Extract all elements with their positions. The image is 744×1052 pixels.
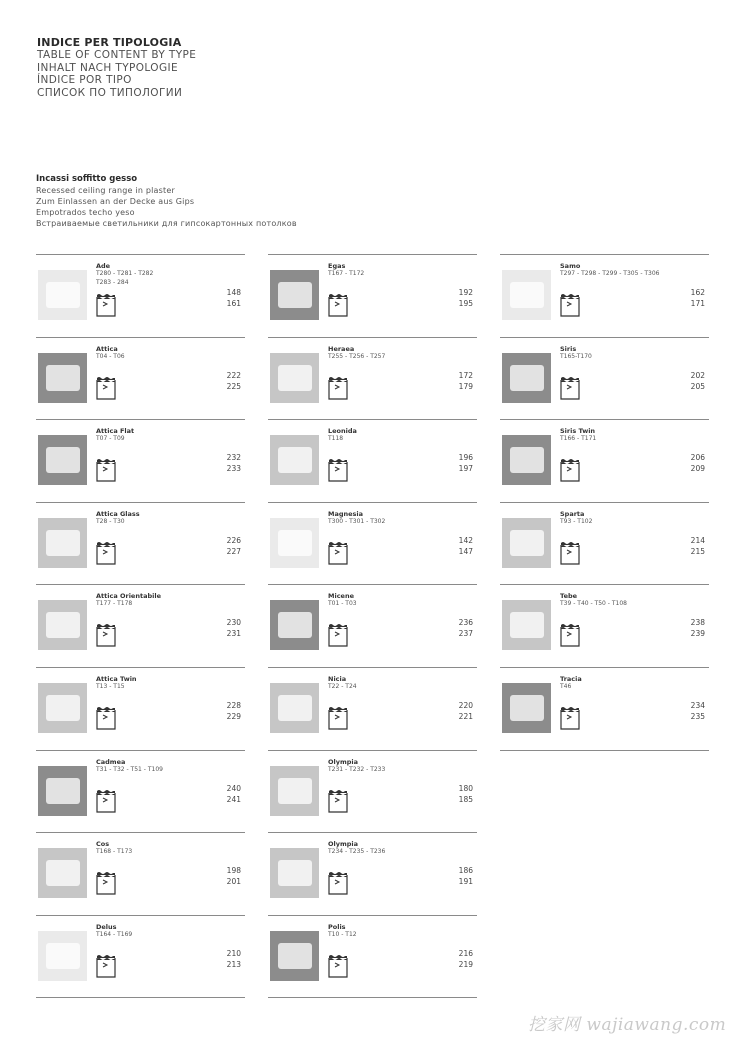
product-codes: T39 - T40 - T50 - T108 bbox=[560, 600, 627, 608]
page-numbers bbox=[459, 452, 473, 474]
index-entry bbox=[36, 502, 245, 585]
page-number: 179 bbox=[458, 381, 473, 391]
ceiling-install-icon bbox=[560, 706, 580, 730]
product-name: Tebe bbox=[560, 592, 578, 601]
page-number: 180 bbox=[458, 783, 473, 793]
page-number: 226 bbox=[226, 535, 241, 545]
index-entry bbox=[500, 337, 709, 420]
ceiling-install-icon bbox=[328, 376, 348, 400]
product-codes: T166 - T171 bbox=[560, 435, 597, 443]
product-codes: T93 - T102 bbox=[560, 517, 593, 525]
product-thumbnail bbox=[38, 518, 87, 568]
product-thumbnail bbox=[38, 766, 87, 816]
page-numbers bbox=[227, 865, 241, 887]
index-entry bbox=[36, 915, 245, 999]
ceiling-install-icon bbox=[328, 623, 348, 647]
page-number: 215 bbox=[690, 546, 705, 556]
title-translation: ÍNDICE POR TIPO bbox=[37, 74, 132, 86]
page-number: 201 bbox=[226, 877, 241, 887]
page-number: 206 bbox=[690, 453, 705, 463]
index-entry bbox=[500, 419, 709, 502]
ceiling-install-icon bbox=[96, 789, 116, 813]
product-name: Ade bbox=[96, 262, 111, 270]
page-number: 231 bbox=[226, 629, 241, 639]
page-number: 171 bbox=[690, 299, 705, 308]
page-number: 228 bbox=[226, 700, 241, 710]
index-entry bbox=[36, 254, 245, 337]
page-number: 239 bbox=[690, 629, 705, 639]
page-number: 238 bbox=[690, 618, 705, 628]
ceiling-install-icon bbox=[560, 376, 580, 400]
index-entry bbox=[36, 337, 245, 420]
page-number: 222 bbox=[226, 370, 241, 380]
product-codes: T164 - T169 bbox=[96, 930, 133, 938]
product-codes: T167 - T172 bbox=[328, 270, 365, 277]
product-name: Polis bbox=[328, 922, 346, 931]
title-translation: СПИСОК ПО ТИПОЛОГИИ bbox=[37, 86, 183, 99]
index-entry bbox=[268, 254, 477, 337]
product-name: Sparta bbox=[560, 509, 585, 518]
page-numbers bbox=[227, 700, 241, 722]
index-entry bbox=[36, 832, 245, 915]
index-entry bbox=[268, 502, 477, 585]
watermark: 挖家网 wajiawang.com bbox=[528, 1015, 727, 1035]
ceiling-install-icon bbox=[328, 789, 348, 813]
index-entry bbox=[36, 584, 245, 667]
ceiling-install-icon bbox=[560, 623, 580, 647]
ceiling-install-icon bbox=[96, 871, 116, 895]
page-numbers bbox=[691, 370, 705, 392]
product-thumbnail bbox=[270, 353, 319, 403]
index-entry bbox=[268, 915, 477, 999]
product-name: Cos bbox=[96, 840, 110, 849]
page-number: 185 bbox=[458, 794, 473, 804]
index-column-3 bbox=[500, 254, 709, 751]
product-thumbnail bbox=[270, 435, 319, 485]
product-codes: T22 - T24 bbox=[328, 682, 357, 690]
section-translation: Zum Einlassen an der Decke aus Gips bbox=[36, 197, 195, 206]
ceiling-install-icon bbox=[328, 293, 348, 317]
product-thumbnail bbox=[502, 600, 551, 650]
product-codes: T177 - T178 bbox=[96, 600, 133, 608]
index-entry bbox=[268, 584, 477, 667]
page-numbers bbox=[227, 452, 241, 474]
page-number: 232 bbox=[226, 453, 241, 463]
page-numbers bbox=[691, 617, 705, 639]
page-number: 241 bbox=[226, 794, 241, 804]
ceiling-install-icon bbox=[96, 458, 116, 482]
page-number: 225 bbox=[226, 381, 241, 391]
page-numbers bbox=[691, 535, 705, 557]
ceiling-install-icon bbox=[96, 293, 116, 317]
page-numbers bbox=[459, 865, 473, 887]
product-name: Magnesia bbox=[328, 509, 364, 518]
ceiling-install-icon bbox=[96, 706, 116, 730]
product-codes: T13 - T15 bbox=[96, 682, 125, 690]
page-numbers bbox=[691, 287, 705, 309]
page-number: 213 bbox=[226, 959, 241, 969]
product-thumbnail bbox=[270, 600, 319, 650]
product-name: Samo bbox=[560, 262, 581, 270]
product-codes: T01 - T03 bbox=[328, 600, 357, 608]
page-number: 234 bbox=[690, 700, 705, 710]
ceiling-install-icon bbox=[560, 541, 580, 565]
ceiling-install-icon bbox=[328, 706, 348, 730]
product-name: Attica Flat bbox=[96, 427, 135, 436]
product-thumbnail bbox=[502, 270, 551, 320]
page-number: 192 bbox=[458, 288, 473, 297]
product-thumbnail bbox=[270, 766, 319, 816]
ceiling-install-icon bbox=[560, 293, 580, 317]
product-thumbnail bbox=[270, 270, 319, 320]
product-codes: T231 - T232 - T233 bbox=[328, 765, 386, 773]
product-name: Olympia bbox=[328, 840, 359, 849]
page-number: 195 bbox=[458, 299, 473, 308]
page-number: 237 bbox=[458, 629, 473, 639]
product-codes: T10 - T12 bbox=[328, 930, 357, 938]
product-codes: T168 - T173 bbox=[96, 848, 133, 856]
page-numbers bbox=[227, 370, 241, 392]
product-codes: T04 - T06 bbox=[96, 352, 125, 360]
ceiling-install-icon bbox=[96, 623, 116, 647]
page-number: 172 bbox=[458, 370, 473, 380]
page-number: 196 bbox=[458, 453, 473, 463]
page-numbers bbox=[459, 287, 473, 309]
product-thumbnail bbox=[270, 518, 319, 568]
product-codes: T300 - T301 - T302 bbox=[328, 517, 386, 525]
index-entry bbox=[36, 750, 245, 833]
product-name: Attica Twin bbox=[96, 674, 137, 683]
product-name: Olympia bbox=[328, 757, 359, 766]
section-translation: Встраиваемые светильники для гипсокартонных потолков bbox=[36, 219, 297, 228]
product-name: Attica bbox=[96, 344, 118, 353]
page-numbers bbox=[459, 535, 473, 557]
product-name: Attica Glass bbox=[96, 509, 140, 518]
product-thumbnail bbox=[270, 683, 319, 733]
product-thumbnail bbox=[38, 683, 87, 733]
product-name: Delus bbox=[96, 922, 117, 931]
page-number: 220 bbox=[458, 700, 473, 710]
page-number: 214 bbox=[690, 535, 705, 545]
page-number: 227 bbox=[226, 546, 241, 556]
page-number: 198 bbox=[226, 866, 241, 876]
ceiling-install-icon bbox=[96, 541, 116, 565]
page-numbers bbox=[227, 535, 241, 557]
product-thumbnail bbox=[270, 931, 319, 981]
page-number: 147 bbox=[458, 546, 473, 556]
product-name: Attica Orientabile bbox=[96, 592, 161, 601]
page-number: 148 bbox=[226, 288, 241, 297]
page-number: 235 bbox=[690, 711, 705, 721]
page-number: 162 bbox=[690, 288, 705, 297]
section-header bbox=[36, 173, 297, 229]
index-entry bbox=[268, 832, 477, 915]
product-thumbnail bbox=[502, 683, 551, 733]
page-numbers bbox=[227, 287, 241, 309]
page-number: 210 bbox=[226, 948, 241, 958]
page-numbers bbox=[459, 617, 473, 639]
ceiling-install-icon bbox=[96, 954, 116, 978]
index-entry bbox=[268, 419, 477, 502]
page-title: INDICE PER TIPOLOGIA bbox=[37, 36, 182, 49]
product-name: Nicia bbox=[328, 674, 347, 683]
index-entry bbox=[268, 667, 477, 750]
index-entry bbox=[500, 502, 709, 585]
product-codes: T165-T170 bbox=[560, 352, 592, 360]
page-numbers bbox=[459, 948, 473, 970]
page-number: 216 bbox=[458, 948, 473, 958]
index-entry bbox=[36, 419, 245, 502]
product-thumbnail bbox=[502, 518, 551, 568]
product-thumbnail bbox=[502, 435, 551, 485]
page-numbers bbox=[227, 617, 241, 639]
section-translation: Recessed ceiling range in plaster bbox=[36, 186, 175, 195]
page-number: 186 bbox=[458, 866, 473, 876]
product-codes: T255 - T256 - T257 bbox=[328, 352, 386, 360]
product-name: Siris Twin bbox=[560, 427, 596, 436]
title-translation: INHALT NACH TYPOLOGIE bbox=[37, 61, 179, 74]
index-entry bbox=[500, 254, 709, 337]
product-thumbnail bbox=[38, 435, 87, 485]
page-number: 221 bbox=[458, 711, 473, 721]
product-name: Heraea bbox=[328, 344, 355, 353]
index-entry bbox=[500, 667, 709, 751]
product-codes: T07 - T09 bbox=[96, 435, 125, 443]
product-name: Siris bbox=[560, 344, 577, 353]
page-number: 202 bbox=[690, 370, 705, 380]
page-number: 209 bbox=[690, 464, 705, 474]
index-column-1 bbox=[36, 254, 245, 998]
page-header bbox=[37, 36, 196, 99]
page-number: 191 bbox=[458, 877, 473, 887]
index-entry bbox=[268, 337, 477, 420]
index-column-2 bbox=[268, 254, 477, 998]
product-codes: T234 - T235 - T236 bbox=[328, 848, 386, 856]
product-thumbnail bbox=[38, 931, 87, 981]
product-thumbnail bbox=[38, 848, 87, 898]
page-number: 197 bbox=[458, 464, 473, 474]
ceiling-install-icon bbox=[328, 954, 348, 978]
product-thumbnail bbox=[38, 353, 87, 403]
product-thumbnail bbox=[502, 353, 551, 403]
index-entry bbox=[500, 584, 709, 667]
ceiling-install-icon bbox=[328, 458, 348, 482]
page-numbers bbox=[459, 370, 473, 392]
section-title: Incassi soffitto gesso bbox=[36, 174, 138, 184]
title-translation: TABLE OF CONTENT BY TYPE bbox=[37, 49, 197, 61]
product-codes: T31 - T32 - T51 - T109 bbox=[96, 765, 163, 773]
page-numbers bbox=[227, 948, 241, 970]
page-number: 161 bbox=[226, 299, 241, 308]
product-codes: T118 bbox=[328, 435, 344, 443]
product-codes: T28 - T30 bbox=[96, 517, 125, 525]
index-entry bbox=[36, 667, 245, 750]
page-number: 233 bbox=[226, 464, 241, 474]
product-codes: T46 bbox=[560, 682, 572, 690]
product-thumbnail bbox=[38, 270, 87, 320]
page-numbers bbox=[691, 700, 705, 722]
ceiling-install-icon bbox=[560, 458, 580, 482]
product-thumbnail bbox=[38, 600, 87, 650]
product-thumbnail bbox=[270, 848, 319, 898]
product-name: Cadmea bbox=[96, 757, 126, 766]
page-number: 142 bbox=[458, 535, 473, 545]
page-number: 219 bbox=[458, 959, 473, 969]
ceiling-install-icon bbox=[96, 376, 116, 400]
product-name: Egas bbox=[328, 262, 346, 270]
ceiling-install-icon bbox=[328, 871, 348, 895]
ceiling-install-icon bbox=[328, 541, 348, 565]
product-name: Micene bbox=[328, 592, 354, 601]
product-name: Tracia bbox=[560, 674, 582, 683]
page-number: 240 bbox=[226, 783, 241, 793]
product-codes: T297 - T298 - T299 - T305 - T306 bbox=[560, 270, 660, 277]
page-numbers bbox=[691, 452, 705, 474]
page-number: 229 bbox=[226, 711, 241, 721]
product-name: Leonida bbox=[328, 427, 357, 436]
page-number: 230 bbox=[226, 618, 241, 628]
index-entry bbox=[268, 750, 477, 833]
page-number: 236 bbox=[458, 618, 473, 628]
page-numbers bbox=[227, 783, 241, 805]
product-codes: T280 - T281 - T282 T283 - 284 bbox=[96, 270, 154, 286]
page-number: 205 bbox=[690, 381, 705, 391]
page-numbers bbox=[459, 700, 473, 722]
section-translation: Empotrados techo yeso bbox=[36, 208, 135, 217]
page-numbers bbox=[459, 783, 473, 805]
